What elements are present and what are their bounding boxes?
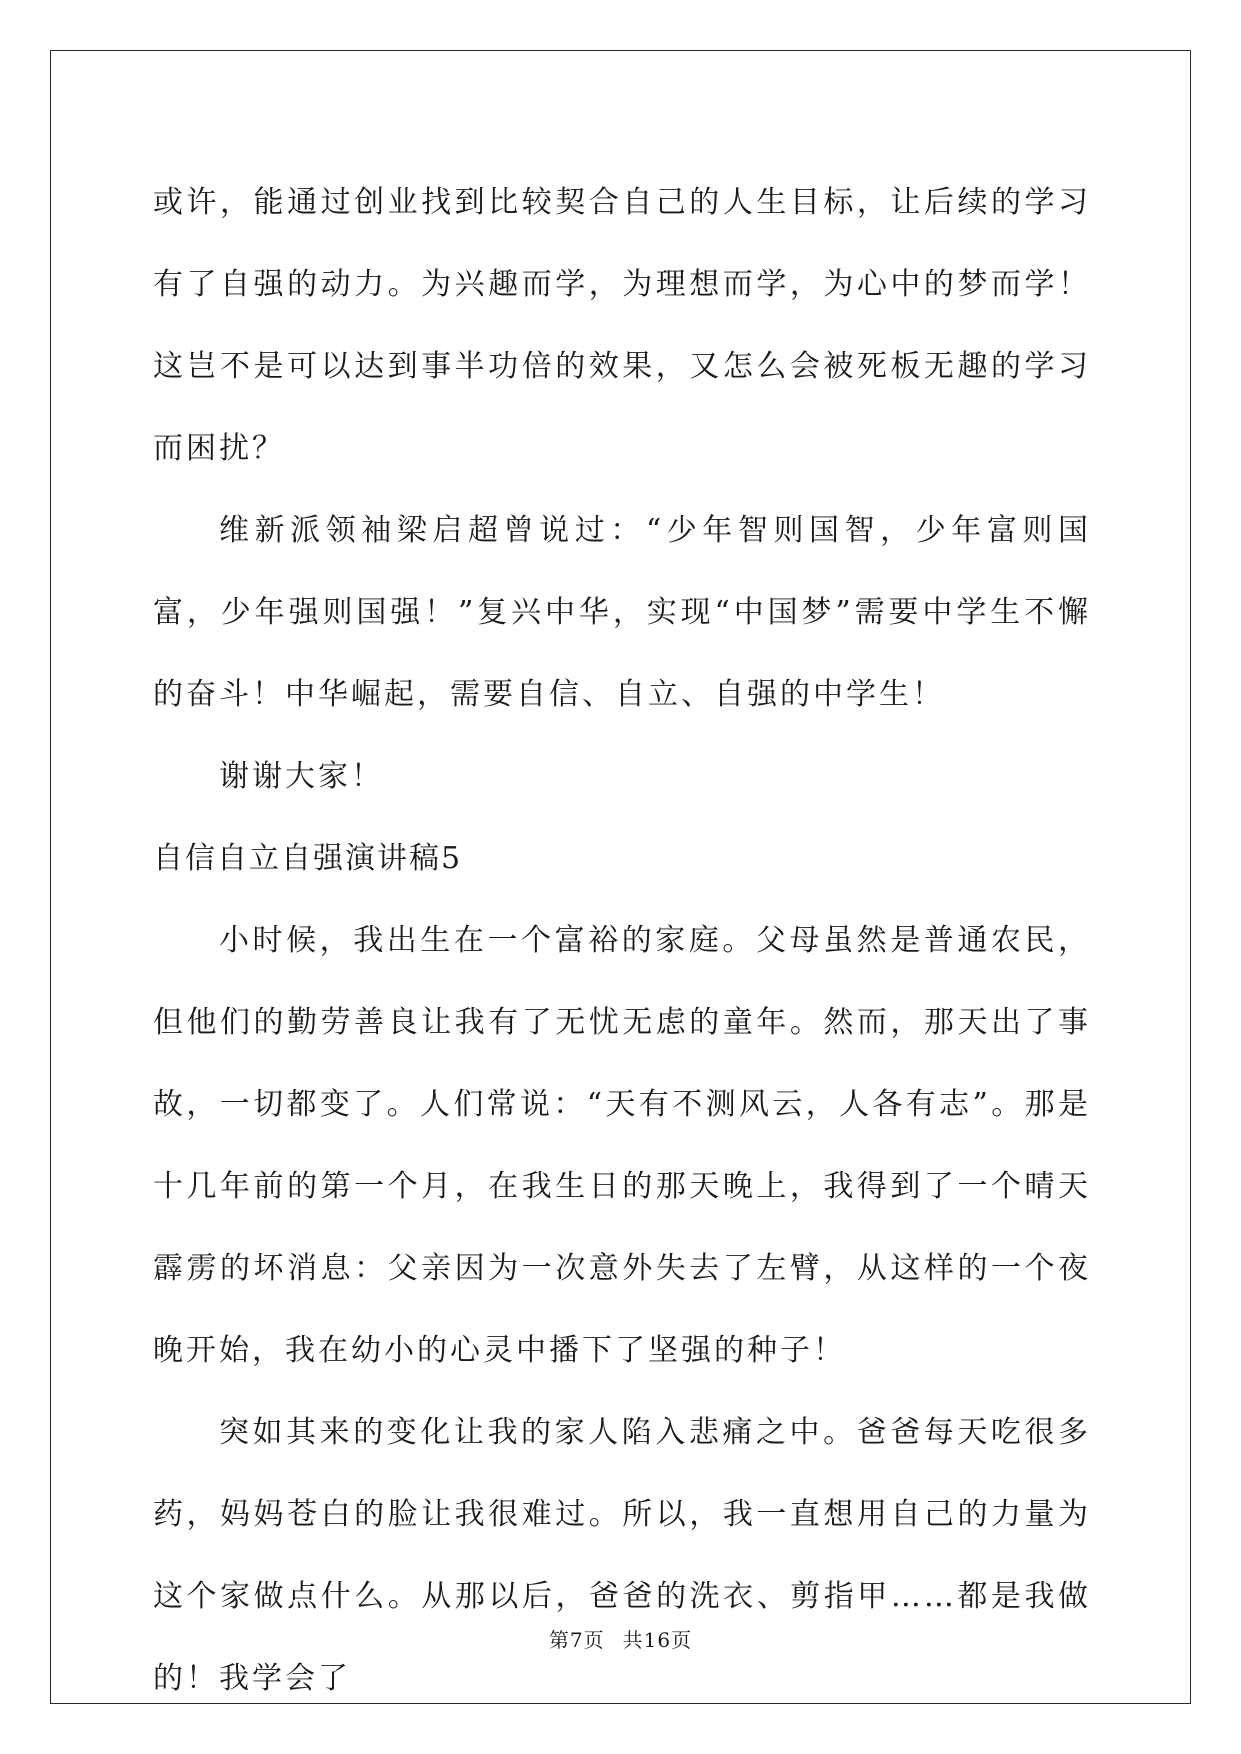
- section-heading: 自信自立自强演讲稿5: [153, 841, 463, 876]
- paragraph-family-change: 突如其来的变化让我的家人陷入悲痛之中。爸爸每天吃很多药，妈妈苍白的脸让我很难过。所以，我一直想用自己的力量为这个家做点什么。从那以后，爸爸的洗衣、剪指甲……都是我做的！我学会了: [153, 1415, 1091, 1696]
- page-total: 共16页: [622, 1628, 693, 1652]
- page-number: 第7页: [548, 1628, 605, 1652]
- page-footer: [0, 1624, 1241, 1653]
- paragraph-thanks: 谢谢大家！: [219, 759, 384, 794]
- paragraph-childhood: 小时候，我出生在一个富裕的家庭。父母虽然是普通农民，但他们的勤劳善良让我有了无忧无虑的童年。然而，那天出了事故，一切都变了。人们常说：“天有不测风云，人各有志”。那是十几年前的第一个月，在我生日的那天晚上，我得到了一个晴天霹雳的坏消息：父亲因为一次意外失去了左臂，从这样的一个夜晚开始，我在幼小的心灵中播下了坚强的种子！: [153, 923, 1091, 1368]
- paragraph-liang-qichao-quote: 维新派领袖梁启超曾说过：“少年智则国智，少年富则国富，少年强则国强！”复兴中华，实现“中国梦”需要中学生不懈的奋斗！中华崛起，需要自信、自立、自强的中学生！: [153, 513, 1091, 712]
- paragraph-continuation: 或许，能通过创业找到比较契合自己的人生目标，让后续的学习有了自强的动力。为兴趣而学，为理想而学，为心中的梦而学！这岂不是可以达到事半功倍的效果，又怎么会被死板无趣的学习而困扰？: [153, 185, 1091, 466]
- document-body: [153, 162, 1091, 1720]
